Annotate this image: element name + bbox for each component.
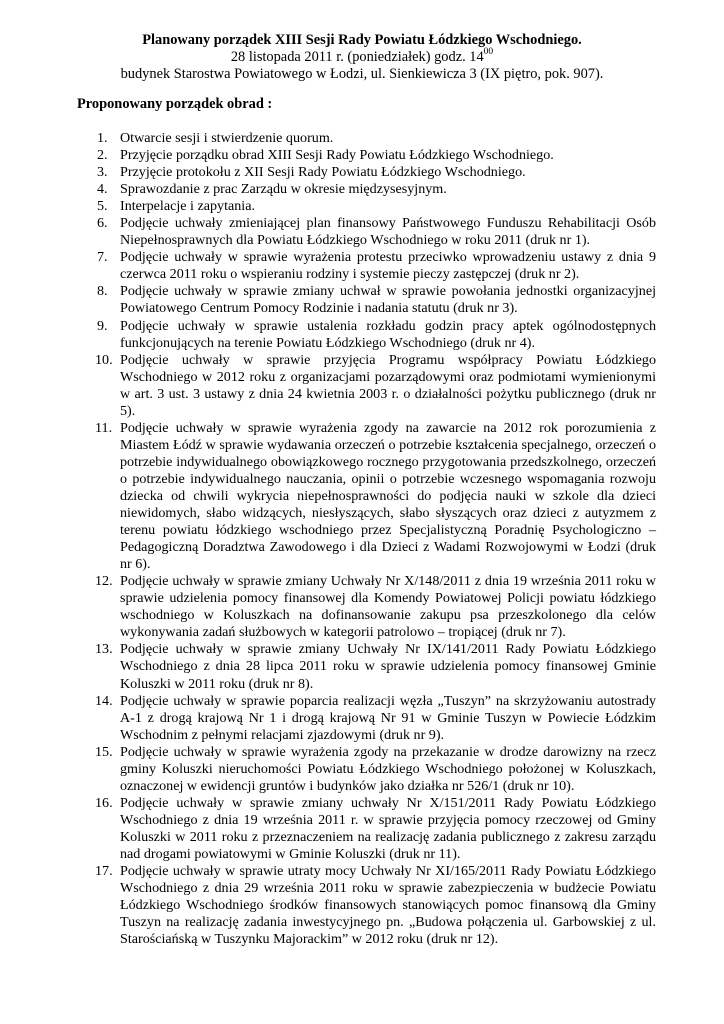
agenda-item [77,420,656,573]
agenda-item-text: Podjęcie uchwały w sprawie zmiany Uchwały Nr IX/141/2011 Rady Powiatu Łódzkiego Wschodniego z dnia 28 lipca 2011 roku w sprawie udzielenia pomocy finansowej Gminie Koluszki w 2011 roku (druk nr 8). [120,641,656,692]
agenda-item-text: Podjęcie uchwały zmieniającej plan finansowy Państwowego Funduszu Rehabilitacji Osób Niepełnosprawnych dla Powiatu Łódzkiego Wschodniego w roku 2011 (druk nr 1). [120,215,656,249]
document-title: Planowany porządek XIII Sesji Rady Powiatu Łódzkiego Wschodniego. [142,32,582,48]
agenda-item-number: 3. [97,164,108,181]
agenda-item-text: Podjęcie uchwały w sprawie ustalenia rozkładu godzin pracy aptek ogólnodostępnych funkcjonujących na terenie Powiatu Łódzkiego Wschodniego (druk nr 4). [120,317,656,351]
agenda-item [77,641,656,692]
agenda-item [77,147,656,164]
agenda-item-number: 1. [97,130,108,146]
agenda-list [77,130,656,948]
agenda-item-number: 10. [95,351,113,368]
agenda-item-text: Sprawozdanie z prac Zarządu w okresie międzysesyjnym. [120,181,447,198]
agenda-item [77,249,656,283]
agenda-item-number: 2. [97,147,108,164]
agenda-item-number: 14. [95,692,113,709]
agenda-item [77,795,656,863]
agenda-item-text: Podjęcie uchwały w sprawie wyrażenia protestu przeciwko wprowadzeniu ustawy z dnia 9 czerwca 2011 roku o wspieraniu rodziny i systemie pieczy zastępczej (druk nr 2). [120,249,656,283]
agenda-item-number: 7. [97,249,108,266]
agenda-item-number: 12. [95,573,113,590]
agenda-item-number: 15. [95,743,113,760]
agenda-item-number: 11. [95,419,113,436]
agenda-item-number: 16. [95,794,113,811]
agenda-item-number: 6. [97,215,108,232]
agenda-item-text: Interpelacje i zapytania. [120,198,255,215]
agenda-item-text: Przyjęcie porządku obrad XIII Sesji Rady Powiatu Łódzkiego Wschodniego. [120,147,554,164]
session-location: budynek Starostwa Powiatowego w Łodzi, ul. Sienkiewicza 3 (IX piętro, pok. 907). [120,66,604,83]
agenda-item [77,164,656,181]
agenda-item [77,693,656,744]
agenda-item [77,283,656,317]
agenda-item-text: Podjęcie uchwały w sprawie zmiany uchwały Nr X/151/2011 Rady Powiatu Łódzkiego Wschodniego z dnia 19 września 2011 r. w sprawie przyjęcia pomocy rzeczowej od Gminy Koluszki w 2011 roku z przeznaczeniem na realizację zadania publicznego z zakresu zarządu nad drogami powiatowymi w Gminie Koluszki (druk nr 11). [120,794,656,862]
session-time-minutes: 00 [483,47,494,58]
agenda-item-number: 5. [97,198,108,215]
agenda-item [77,198,656,215]
agenda-item-text: Podjęcie uchwały w sprawie wyrażenia zgody na zawarcie na 2012 rok porozumienia z Miastem Łódź w sprawie wydawania orzeczeń o potrzebie kształcenia specjalnego, orzeczeń o potrzebie indywidualnego obowiązkowego rocznego przygotowania przedszkolnego, orzeczeń o potrzebie indywidualnego nauczania, opinii o potrzebie wczesnego wspomagania rozwoju dziecka od chwili wykrycia niepełnosprawności do podjęcia nauki w szkole dla dzieci niewidomych, słabo widzących, niesłyszących, słabo słyszących oraz dzieci z autyzmem z terenu powiatu łódzkiego wschodniego przez Specjalistyczną Poradnię Psychologiczno – Pedagogiczną Doradztwa Zawodowego i dla Dzieci z Wadami Rozwojowymi w Łodzi (druk nr 6). [120,419,656,573]
agenda-item-text: Podjęcie uchwały w sprawie zmiany uchwał w sprawie powołania jednostki organizacyjnej Powiatowego Centrum Pomocy Rodzinie i nadania statutu (druk nr 3). [120,283,656,317]
agenda-item-number: 4. [97,181,108,198]
agenda-item-number: 13. [95,641,113,658]
agenda-item [77,863,656,948]
agenda-item [77,181,656,198]
agenda-item-text: Podjęcie uchwały w sprawie utraty mocy Uchwały Nr XI/165/2011 Rady Powiatu Łódzkiego Wschodniego z dnia 29 września 2011 roku w sprawie zabezpieczenia w budżecie Powiatu Łódzkiego Wschodniego środków finansowych stanowiących pomoc finansową dla Gminy Tuszyn na realizację zadania inwestycyjnego pn. „Budowa połączenia ul. Garbowskiej z ul. Starościańską w Tuszynku Majorackim” w 2012 roku (druk nr 12). [120,863,656,948]
agenda-item-number: 17. [95,863,113,880]
agenda-item [77,130,656,147]
agenda-item [77,573,656,641]
agenda-heading: Proponowany porządek obrad : [77,96,273,112]
agenda-item-text: Podjęcie uchwały w sprawie zmiany Uchwały Nr X/148/2011 z dnia 19 września 2011 roku w sprawie udzielenia pomocy finansowej dla Komendy Powiatowej Policji powiatu łódzkiego wschodniego w Koluszkach na dofinansowanie zakupu psa przeszkolonego dla celów wykonywania zadań służbowych w kategorii patrolowo – tropiącej (druk nr 7). [120,573,656,641]
session-date [0,49,724,66]
agenda-item-text: Przyjęcie protokołu z XII Sesji Rady Powiatu Łódzkiego Wschodniego. [120,164,526,181]
agenda-item-number: 8. [97,283,108,300]
session-date-text: 28 listopada 2011 r. (poniedziałek) godz. 14 [230,49,484,66]
agenda-item-text: Podjęcie uchwały w sprawie poparcia realizacji węzła „Tuszyn” na skrzyżowaniu autostrady A-1 z drogą krajową Nr 1 i drogą krajową Nr 91 w Gminie Tuszyn w Powiecie Łódzkim Wschodnim z pełnymi relacjami zjazdowymi (druk nr 9). [120,692,656,743]
agenda-item [77,744,656,795]
agenda-item-text: Podjęcie uchwały w sprawie przyjęcia Programu współpracy Powiatu Łódzkiego Wschodniego w 2012 roku z organizacjami pozarządowymi oraz podmiotami wymienionymi w art. 3 ust. 3 ustawy z dnia 24 kwietnia 2003 r. o działalności pożytku publicznego (druk nr 5). [120,351,656,419]
agenda-item-number: 9. [97,317,108,334]
agenda-item [77,215,656,249]
agenda-item [77,318,656,352]
agenda-item-text: Otwarcie sesji i stwierdzenie quorum. [120,130,334,146]
agenda-item [77,352,656,420]
document-header [0,32,724,84]
agenda-item-text: Podjęcie uchwały w sprawie wyrażenia zgody na przekazanie w drodze darowizny na rzecz gminy Koluszki nieruchomości Powiatu Łódzkiego Wschodniego położonej w Koluszkach, oznaczonej w ewidencji gruntów i budynków jako działka nr 526/1 (druk nr 10). [120,743,656,794]
